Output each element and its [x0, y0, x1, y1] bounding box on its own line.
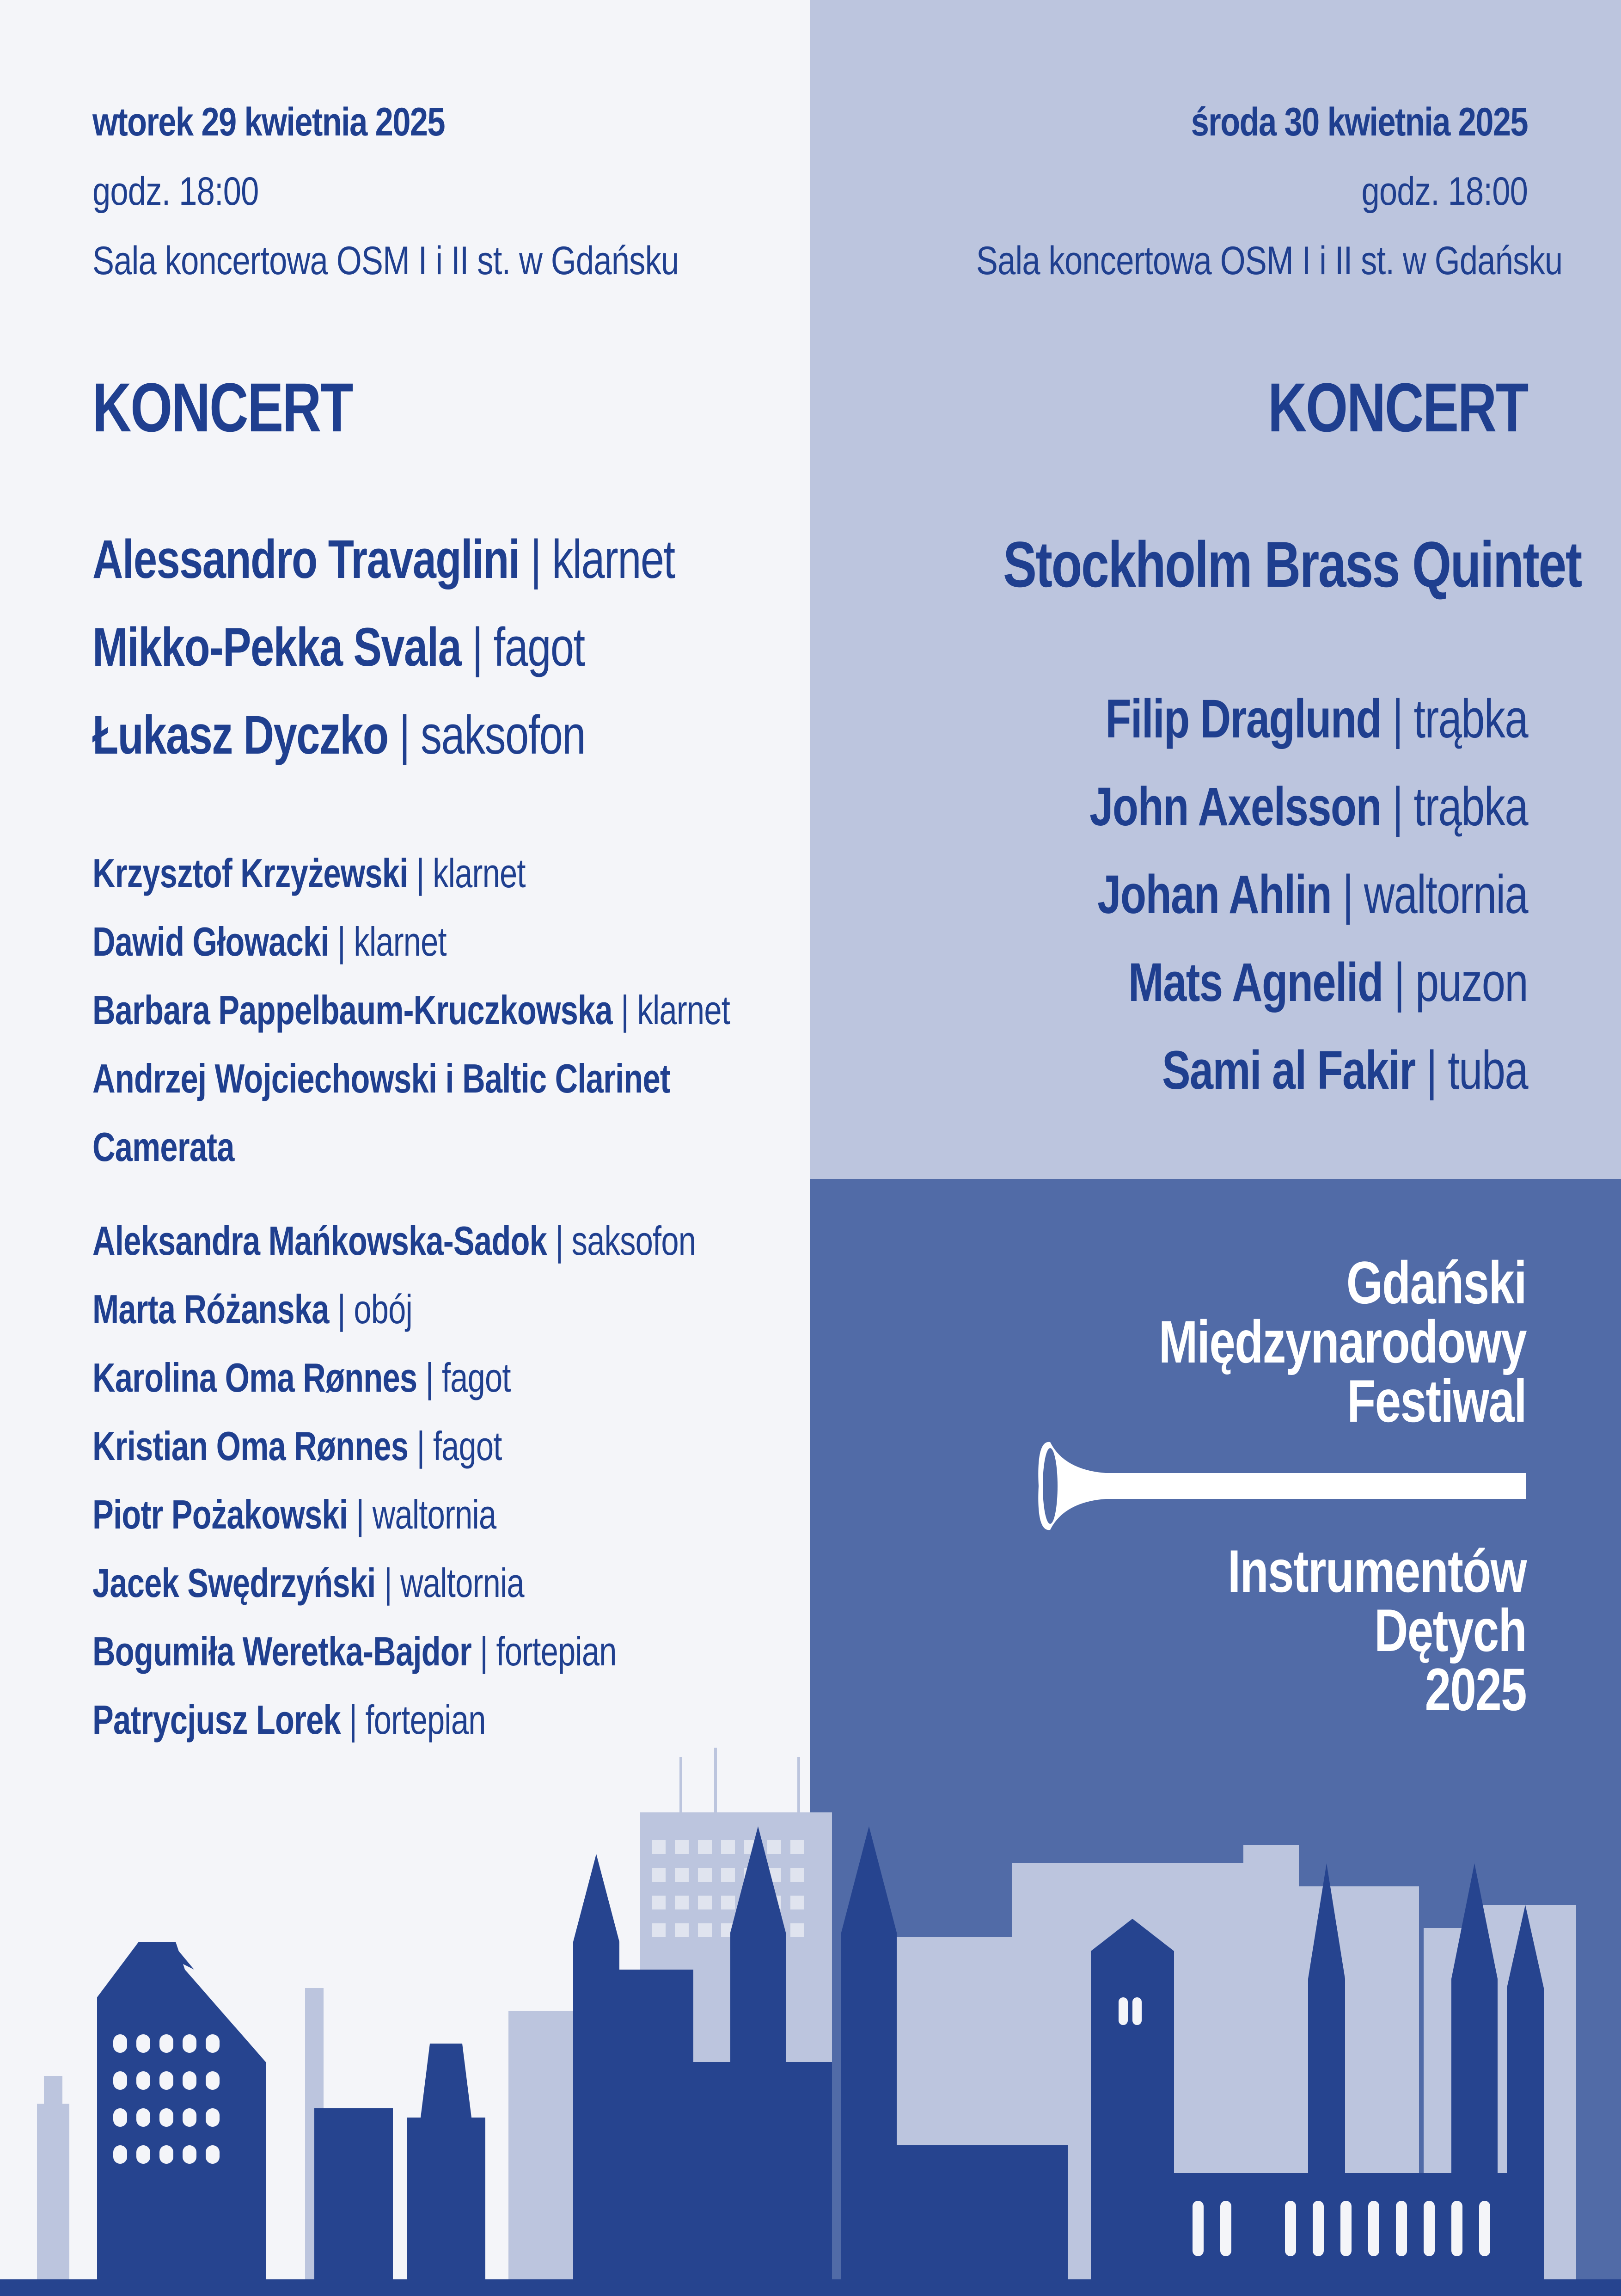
- group-name-text: Stockholm Brass Quintet: [1003, 528, 1581, 601]
- performer-row: [92, 1113, 633, 1181]
- member-row: [1003, 939, 1528, 1026]
- performer-row: [92, 1044, 670, 1113]
- member-row: [1003, 851, 1528, 939]
- performer-row: [92, 1344, 633, 1412]
- performer-name: Dawid Głowacki: [92, 919, 329, 964]
- festival-logo: [1036, 1249, 1526, 1723]
- performer-name: Piotr Pożakowski: [92, 1492, 348, 1537]
- festival-title-line: Gdański: [1346, 1249, 1526, 1316]
- performer-row: [92, 1275, 633, 1344]
- performer-name: Aleksandra Mańkowska-Sadok: [92, 1218, 547, 1264]
- performer-name: Karolina Oma Rønnes: [92, 1355, 417, 1400]
- soloist-row: [92, 691, 633, 779]
- performer-name: Johan Ahlin: [1097, 864, 1332, 925]
- left-venue: [92, 238, 786, 284]
- performer-name: Łukasz Dyczko: [92, 705, 388, 766]
- left-time: [92, 169, 786, 215]
- performer-name: Patrycjusz Lorek: [92, 1697, 341, 1743]
- right-time-text: godz. 18:00: [1361, 169, 1528, 214]
- performer-name: Mats Agnelid: [1128, 952, 1383, 1013]
- member-row: [1003, 763, 1528, 851]
- performer-instrument: | klarnet: [337, 919, 447, 964]
- performer-instrument: | klarnet: [530, 529, 675, 590]
- performer-instrument: | obój: [337, 1286, 412, 1332]
- right-time: [855, 169, 1528, 215]
- performer-instrument: | waltornia: [1342, 864, 1528, 925]
- performer-instrument: | trąbka: [1392, 688, 1528, 749]
- left-date-text: wtorek 29 kwietnia 2025: [92, 100, 445, 144]
- performer-name: John Axelsson: [1089, 776, 1382, 837]
- performer-row: [92, 1549, 633, 1617]
- performer-name: Mikko-Pekka Svala: [92, 617, 461, 678]
- trumpet-logo-icon: [1036, 1440, 1526, 1532]
- performer-instrument: | fagot: [425, 1355, 511, 1400]
- festival-title-line: Festiwal: [1347, 1367, 1526, 1435]
- performer-instrument: | fortepian: [349, 1697, 486, 1743]
- performer-instrument: | puzon: [1394, 952, 1528, 1013]
- performer-instrument: | tuba: [1426, 1040, 1528, 1101]
- left-koncert-heading: [92, 368, 786, 448]
- right-koncert-text: KONCERT: [1267, 368, 1528, 446]
- left-koncert-text: KONCERT: [92, 368, 353, 446]
- performer-instrument: | klarnet: [621, 987, 730, 1033]
- right-date-text: środa 30 kwietnia 2025: [1191, 100, 1528, 144]
- right-venue-text: Sala koncertowa OSM I i II st. w Gdańsku: [976, 239, 1563, 283]
- performer-name: Sami al Fakir: [1162, 1040, 1415, 1101]
- performer-name: Krzysztof Krzyżewski: [92, 850, 408, 896]
- performer-name: Jacek Swędrzyński: [92, 1560, 376, 1606]
- member-row: [1003, 675, 1528, 763]
- left-venue-text: Sala koncertowa OSM I i II st. w Gdańsku: [92, 239, 679, 283]
- right-venue: [855, 238, 1563, 284]
- performer-instrument: | fagot: [472, 617, 585, 678]
- performer-name: Marta Różanska: [92, 1286, 329, 1332]
- group-name: [855, 527, 1581, 602]
- performer-name: Bogumiła Weretka-Bajdor: [92, 1628, 471, 1674]
- performer-instrument: | klarnet: [416, 850, 526, 896]
- performer-instrument: | fortepian: [480, 1628, 617, 1674]
- member-row: [1003, 1026, 1528, 1114]
- performer-instrument: | fagot: [416, 1423, 502, 1469]
- performer-instrument: | saksofon: [555, 1218, 696, 1264]
- performer-name: Andrzej Wojciechowski i Baltic Clarinet: [92, 1056, 670, 1101]
- performer-row: [92, 908, 633, 976]
- performer-row: [92, 1207, 696, 1275]
- soloist-row: [92, 516, 675, 603]
- left-time-text: godz. 18:00: [92, 169, 259, 214]
- performer-instrument: | waltornia: [356, 1492, 496, 1537]
- performer-row: [92, 1480, 633, 1549]
- performer-instrument: | trąbka: [1392, 776, 1528, 837]
- performer-instrument: | saksofon: [399, 705, 585, 766]
- festival-title-line: Międzynarodowy: [1158, 1308, 1526, 1375]
- city-skyline-illustration: [0, 1711, 1621, 2296]
- performer-row: [92, 976, 730, 1044]
- left-ensemble-a: [92, 839, 786, 1181]
- performer-instrument: | waltornia: [384, 1560, 524, 1606]
- performer-name: Camerata: [92, 1124, 234, 1170]
- left-date: [92, 99, 786, 145]
- quintet-members: [855, 675, 1528, 1114]
- festival-year: 2025: [1425, 1656, 1526, 1723]
- left-ensemble-b: [92, 1207, 786, 1754]
- festival-title-line: Instrumentów: [1227, 1537, 1526, 1605]
- right-koncert-heading: [855, 368, 1528, 448]
- soloist-row: [92, 603, 633, 691]
- left-soloists: [92, 516, 786, 779]
- performer-name: Kristian Oma Rønnes: [92, 1423, 409, 1469]
- performer-name: Filip Draglund: [1105, 688, 1382, 749]
- right-date: [855, 99, 1528, 145]
- performer-row: [92, 1617, 633, 1686]
- performer-row: [92, 839, 633, 908]
- performer-name: Barbara Pappelbaum-Kruczkowska: [92, 987, 612, 1033]
- performer-row: [92, 1412, 633, 1480]
- festival-title-line: Dętych: [1374, 1596, 1526, 1664]
- performer-name: Alessandro Travaglini: [92, 529, 520, 590]
